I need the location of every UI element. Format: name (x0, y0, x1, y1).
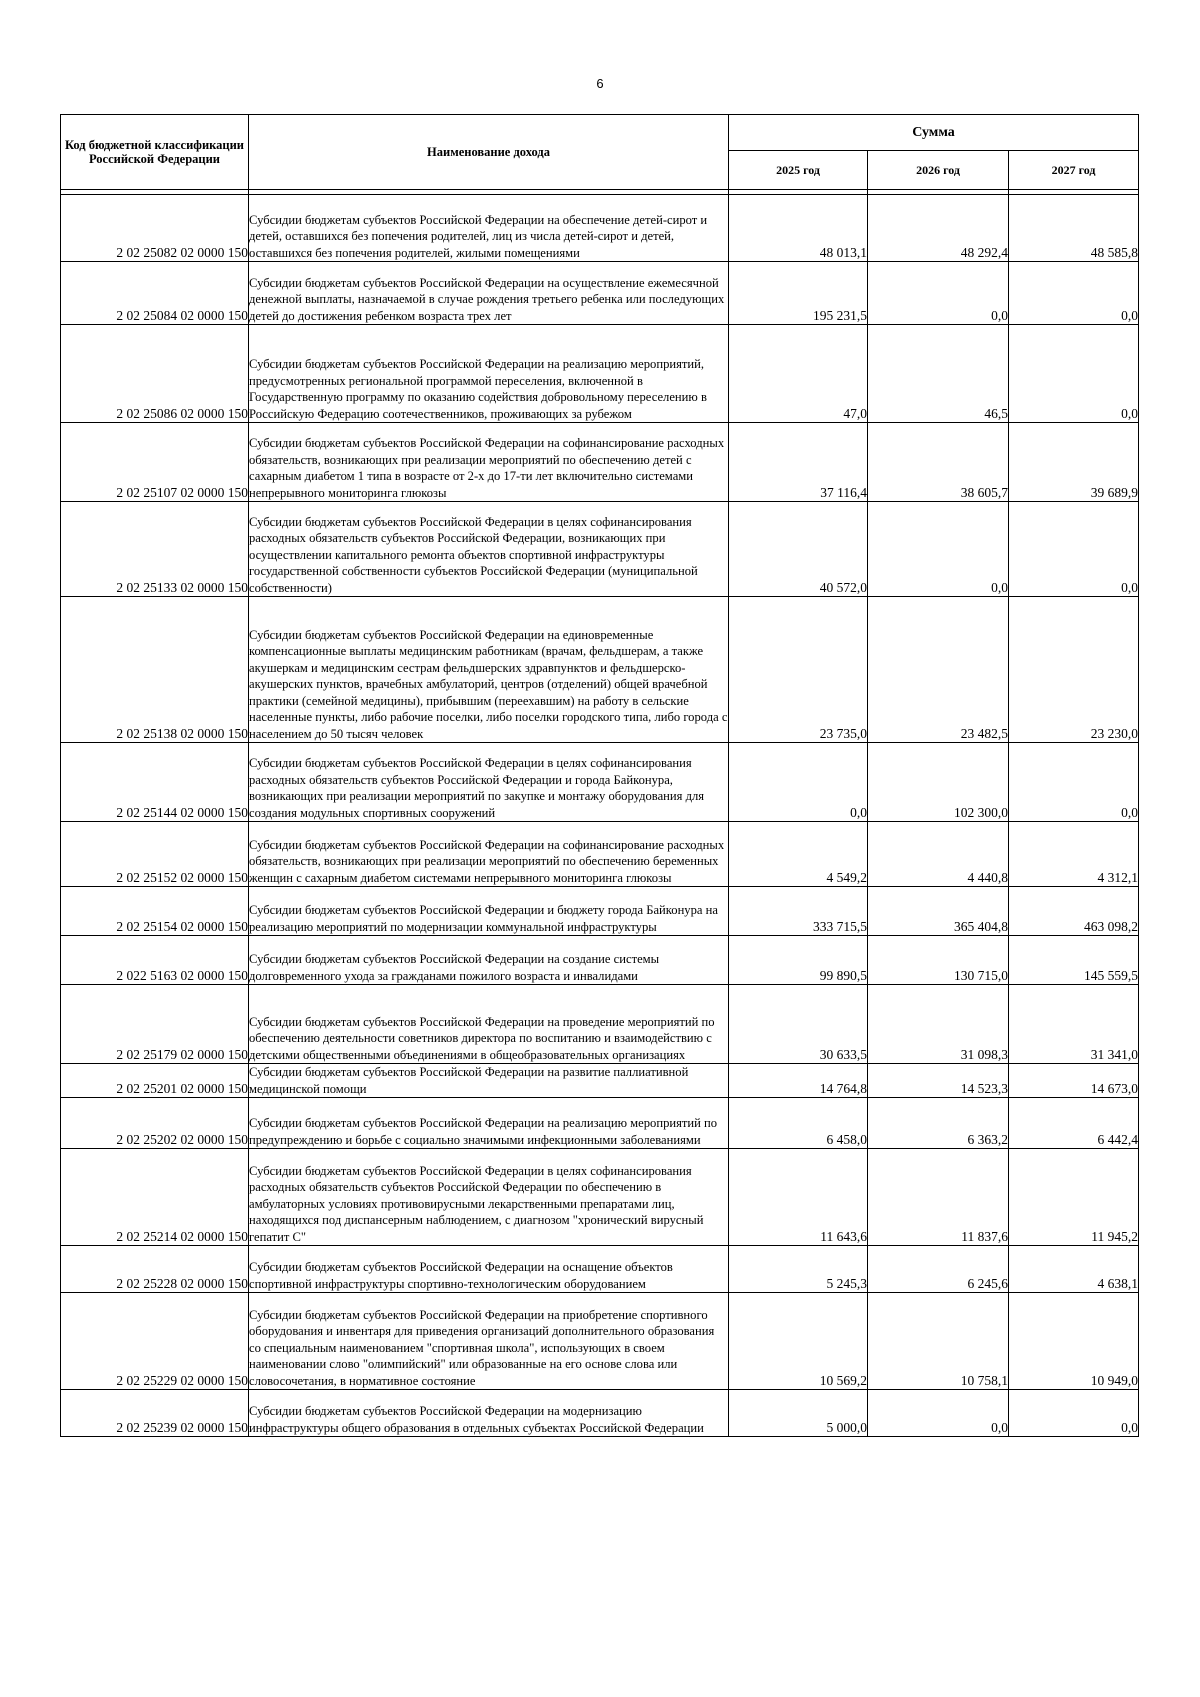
row-sum-2027: 48 585,8 (1009, 195, 1139, 262)
header-sum: Сумма (729, 115, 1139, 151)
table-row (61, 423, 1139, 502)
table-row (61, 985, 1139, 1064)
row-sum-2026: 10 758,1 (868, 1293, 1009, 1390)
row-sum-2026: 6 245,6 (868, 1246, 1009, 1293)
row-name: Субсидии бюджетам субъектов Российской Федерации на реализацию мероприятий, предусмотренных региональной программой переселения, включенной в Государственную программу по оказанию содействия добровольному переселению в Российскую Федерацию соотечественников, проживающих за рубежом (249, 325, 729, 423)
row-sum-2025: 14 764,8 (729, 1064, 868, 1098)
row-sum-2027: 10 949,0 (1009, 1293, 1139, 1390)
row-code: 2 02 25179 02 0000 150 (61, 985, 249, 1064)
row-sum-2027: 14 673,0 (1009, 1064, 1139, 1098)
table-body (61, 190, 1139, 1437)
row-code: 2 02 25154 02 0000 150 (61, 887, 249, 936)
row-sum-2025: 11 643,6 (729, 1149, 868, 1246)
row-name: Субсидии бюджетам субъектов Российской Федерации на единовременные компенсационные выплаты медицинским работникам (врачам, фельдшерам, а также акушеркам и медицинским сестрам фельдшерских здравпунктов и фельдшерско-акушерских пунктов, врачебных амбулаторий, центров (отделений) общей врачебной практики (семейной медицины), прибывшим (переехавшим) на работу в сельские населенные пункты, либо рабочие поселки, либо поселки городского типа, либо города с населением до 50 тысяч человек (249, 597, 729, 743)
row-sum-2026: 6 363,2 (868, 1098, 1009, 1149)
row-code: 2 02 25138 02 0000 150 (61, 597, 249, 743)
row-sum-2025: 0,0 (729, 743, 868, 822)
row-name: Субсидии бюджетам субъектов Российской Федерации на софинансирование расходных обязательств, возникающих при реализации мероприятий по обеспечению беременных женщин с сахарным диабетом системами непрерывного мониторинга глюкозы (249, 822, 729, 887)
row-sum-2027: 0,0 (1009, 743, 1139, 822)
row-sum-2025: 195 231,5 (729, 262, 868, 325)
row-name: Субсидии бюджетам субъектов Российской Федерации и бюджету города Байконура на реализацию мероприятий по модернизации коммунальной инфраструктуры (249, 887, 729, 936)
table-row (61, 1149, 1139, 1246)
row-name: Субсидии бюджетам субъектов Российской Федерации в целях софинансирования расходных обязательств субъектов Российской Федерации по обеспечению в амбулаторных условиях противовирусными лекарственными препаратами лиц, находящихся под диспансерным наблюдением, с диагнозом "хронический вирусный гепатит С" (249, 1149, 729, 1246)
row-sum-2025: 40 572,0 (729, 502, 868, 597)
row-sum-2026: 14 523,3 (868, 1064, 1009, 1098)
row-code: 2 02 25239 02 0000 150 (61, 1390, 249, 1437)
row-sum-2027: 0,0 (1009, 325, 1139, 423)
row-code: 2 02 25082 02 0000 150 (61, 195, 249, 262)
row-sum-2025: 23 735,0 (729, 597, 868, 743)
table-row (61, 936, 1139, 985)
row-sum-2027: 145 559,5 (1009, 936, 1139, 985)
row-name: Субсидии бюджетам субъектов Российской Федерации в целях софинансирования расходных обязательств субъектов Российской Федерации и города Байконура, возникающих при реализации мероприятий по закупке и монтажу оборудования для создания модульных спортивных сооружений (249, 743, 729, 822)
row-sum-2027: 4 312,1 (1009, 822, 1139, 887)
table-row (61, 1390, 1139, 1437)
table-row (61, 1064, 1139, 1098)
row-code: 2 02 25229 02 0000 150 (61, 1293, 249, 1390)
row-code: 2 02 25228 02 0000 150 (61, 1246, 249, 1293)
row-sum-2025: 48 013,1 (729, 195, 868, 262)
row-sum-2025: 4 549,2 (729, 822, 868, 887)
row-sum-2027: 463 098,2 (1009, 887, 1139, 936)
row-sum-2025: 99 890,5 (729, 936, 868, 985)
row-name: Субсидии бюджетам субъектов Российской Федерации на приобретение спортивного оборудования и инвентаря для приведения организаций дополнительного образования со специальным наименованием "спортивная школа", использующих в своем наименовании слово "олимпийский" или образованные на его основе слова или словосочетания, в нормативное состояние (249, 1293, 729, 1390)
row-sum-2027: 0,0 (1009, 1390, 1139, 1437)
row-code: 2 02 25152 02 0000 150 (61, 822, 249, 887)
row-code: 2 02 25202 02 0000 150 (61, 1098, 249, 1149)
row-code: 2 02 25086 02 0000 150 (61, 325, 249, 423)
row-sum-2027: 23 230,0 (1009, 597, 1139, 743)
row-name: Субсидии бюджетам субъектов Российской Федерации на проведение мероприятий по обеспечению деятельности советников директора по воспитанию и взаимодействию с детскими общественными объединениями в общеобразовательных организациях (249, 985, 729, 1064)
row-sum-2026: 48 292,4 (868, 195, 1009, 262)
row-sum-2027: 6 442,4 (1009, 1098, 1139, 1149)
table-row (61, 743, 1139, 822)
row-sum-2026: 11 837,6 (868, 1149, 1009, 1246)
row-name: Субсидии бюджетам субъектов Российской Федерации на софинансирование расходных обязательств, возникающих при реализации мероприятий по обеспечению детей с сахарным диабетом 1 типа в возрасте от 2-х до 17-ти лет включительно системами непрерывного мониторинга глюкозы (249, 423, 729, 502)
row-sum-2025: 10 569,2 (729, 1293, 868, 1390)
header-year-2026: 2026 год (868, 151, 1009, 190)
row-code: 2 02 25214 02 0000 150 (61, 1149, 249, 1246)
row-sum-2026: 102 300,0 (868, 743, 1009, 822)
row-name: Субсидии бюджетам субъектов Российской Федерации на развитие паллиативной медицинской помощи (249, 1064, 729, 1098)
table-row (61, 502, 1139, 597)
row-sum-2027: 0,0 (1009, 262, 1139, 325)
row-sum-2026: 130 715,0 (868, 936, 1009, 985)
row-sum-2026: 46,5 (868, 325, 1009, 423)
page-number: 6 (596, 76, 604, 91)
header-name: Наименование дохода (249, 115, 729, 190)
row-code: 2 022 5163 02 0000 150 (61, 936, 249, 985)
row-sum-2026: 31 098,3 (868, 985, 1009, 1064)
row-sum-2026: 0,0 (868, 502, 1009, 597)
row-sum-2025: 5 245,3 (729, 1246, 868, 1293)
row-sum-2025: 5 000,0 (729, 1390, 868, 1437)
table-row (61, 822, 1139, 887)
row-sum-2025: 47,0 (729, 325, 868, 423)
row-sum-2027: 31 341,0 (1009, 985, 1139, 1064)
row-sum-2026: 23 482,5 (868, 597, 1009, 743)
row-sum-2025: 6 458,0 (729, 1098, 868, 1149)
row-name: Субсидии бюджетам субъектов Российской Федерации на реализацию мероприятий по предупреждению и борьбе с социально значимыми инфекционными заболеваниями (249, 1098, 729, 1149)
row-sum-2027: 39 689,9 (1009, 423, 1139, 502)
table-row (61, 1293, 1139, 1390)
row-code: 2 02 25201 02 0000 150 (61, 1064, 249, 1098)
row-name: Субсидии бюджетам субъектов Российской Федерации на модернизацию инфраструктуры общего образования в отдельных субъектах Российской Федерации (249, 1390, 729, 1437)
row-sum-2026: 0,0 (868, 262, 1009, 325)
row-sum-2026: 365 404,8 (868, 887, 1009, 936)
row-name: Субсидии бюджетам субъектов Российской Федерации на обеспечение детей-сирот и детей, оставшихся без попечения родителей, лиц из числа детей-сирот и детей, оставшихся без попечения родителей, жилыми помещениями (249, 195, 729, 262)
header-year-2027: 2027 год (1009, 151, 1139, 190)
row-code: 2 02 25144 02 0000 150 (61, 743, 249, 822)
table-row (61, 597, 1139, 743)
header-year-2025: 2025 год (729, 151, 868, 190)
row-sum-2025: 37 116,4 (729, 423, 868, 502)
row-sum-2025: 30 633,5 (729, 985, 868, 1064)
table-row (61, 325, 1139, 423)
table-row (61, 262, 1139, 325)
row-name: Субсидии бюджетам субъектов Российской Федерации в целях софинансирования расходных обязательств субъектов Российской Федерации, возникающих при осуществлении капитального ремонта объектов спортивной инфраструктуры государственной собственности субъектов Российской Федерации (муниципальной собственности) (249, 502, 729, 597)
row-name: Субсидии бюджетам субъектов Российской Федерации на осуществление ежемесячной денежной выплаты, назначаемой в случае рождения третьего ребенка или последующих детей до достижения ребенком возраста трех лет (249, 262, 729, 325)
table-row (61, 1246, 1139, 1293)
table-row (61, 887, 1139, 936)
table-row (61, 1098, 1139, 1149)
row-sum-2026: 38 605,7 (868, 423, 1009, 502)
row-sum-2026: 0,0 (868, 1390, 1009, 1437)
row-code: 2 02 25133 02 0000 150 (61, 502, 249, 597)
header-code: Код бюджетной классификации Российской Федерации (61, 115, 249, 190)
row-sum-2027: 0,0 (1009, 502, 1139, 597)
table-row (61, 195, 1139, 262)
row-sum-2026: 4 440,8 (868, 822, 1009, 887)
row-sum-2027: 4 638,1 (1009, 1246, 1139, 1293)
row-sum-2025: 333 715,5 (729, 887, 868, 936)
row-name: Субсидии бюджетам субъектов Российской Федерации на оснащение объектов спортивной инфраструктуры спортивно-технологическим оборудованием (249, 1246, 729, 1293)
row-sum-2027: 11 945,2 (1009, 1149, 1139, 1246)
row-code: 2 02 25107 02 0000 150 (61, 423, 249, 502)
row-name: Субсидии бюджетам субъектов Российской Федерации на создание системы долговременного ухода за гражданами пожилого возраста и инвалидами (249, 936, 729, 985)
row-code: 2 02 25084 02 0000 150 (61, 262, 249, 325)
revenue-table (60, 114, 1139, 1437)
